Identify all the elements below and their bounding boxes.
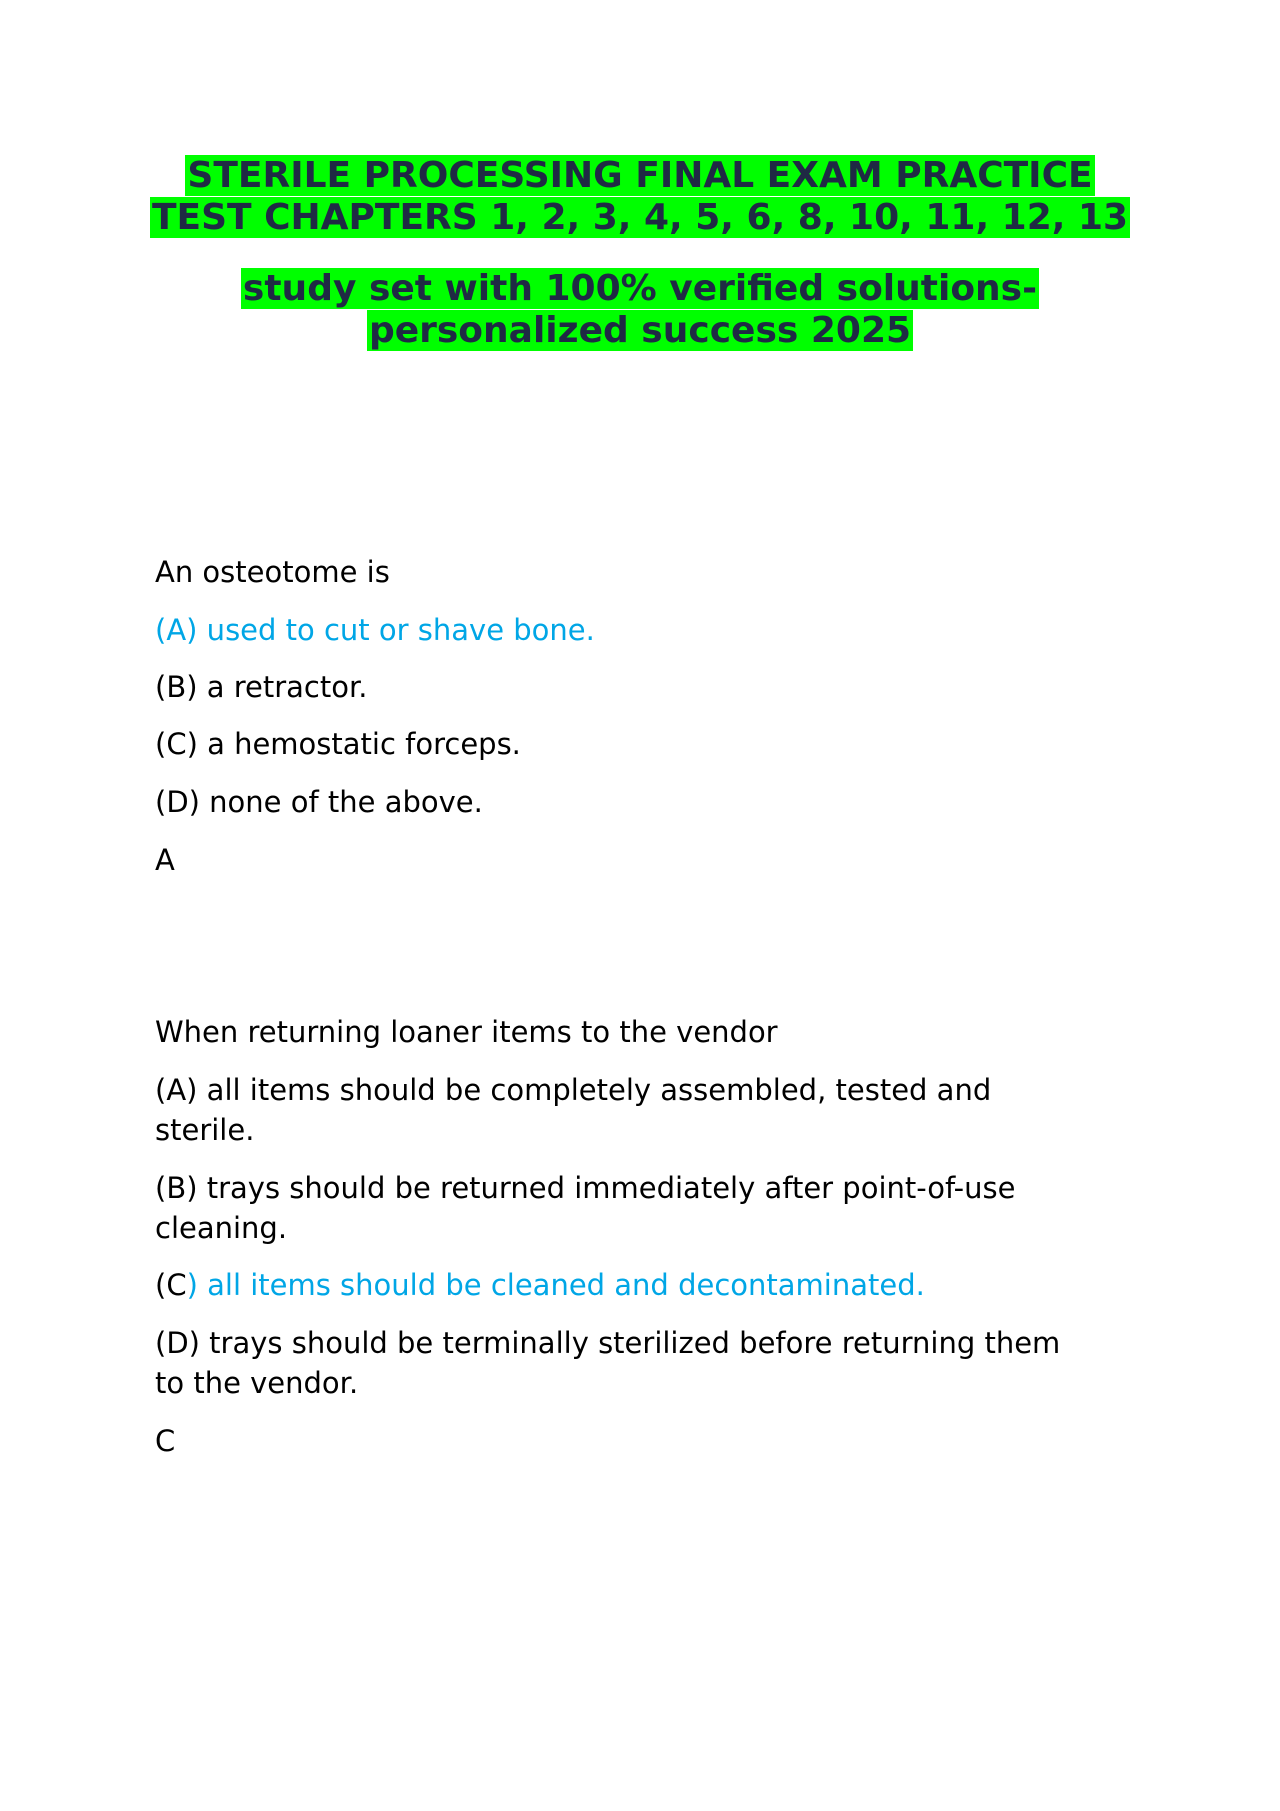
question-2-option-d-line-1: (D) trays should be terminally sterilized before returning them bbox=[155, 1326, 1061, 1360]
subtitle-line-2: personalized success 2025 bbox=[368, 310, 912, 351]
question-2-answer: C bbox=[155, 1424, 176, 1458]
title-line-1: STERILE PROCESSING FINAL EXAM PRACTICE bbox=[187, 155, 1093, 196]
question-2-option-b-line-2: cleaning. bbox=[155, 1211, 288, 1245]
document-subtitle bbox=[0, 268, 1280, 352]
question-2-option-c-prefix: (C bbox=[155, 1268, 187, 1302]
document-title bbox=[0, 155, 1280, 239]
question-2-option-c bbox=[155, 1265, 1125, 1305]
question-1-prompt: An osteotome is bbox=[155, 555, 390, 589]
question-2-option-d bbox=[155, 1323, 1125, 1403]
question-2-option-b-line-1: (B) trays should be returned immediately after point-of-use bbox=[155, 1171, 1016, 1205]
question-2-option-a-line-2: sterile. bbox=[155, 1113, 255, 1147]
question-2-option-a-line-1: (A) all items should be completely assembled, tested and bbox=[155, 1073, 992, 1107]
question-1-option-d: (D) none of the above. bbox=[155, 785, 483, 819]
question-1-option-b: (B) a retractor. bbox=[155, 670, 368, 704]
question-2-option-d-line-2: to the vendor. bbox=[155, 1366, 359, 1400]
question-2-option-b bbox=[155, 1168, 1125, 1248]
question-2-option-a bbox=[155, 1070, 1125, 1150]
question-2-prompt: When returning loaner items to the vendor bbox=[155, 1015, 778, 1049]
question-1-option-c: (C) a hemostatic forceps. bbox=[155, 727, 521, 761]
question-1-answer: A bbox=[155, 843, 175, 877]
title-line-2: TEST CHAPTERS 1, 2, 3, 4, 5, 6, 8, 10, 11, 12, 13 bbox=[151, 197, 1129, 238]
question-1-option-a: (A) used to cut or shave bone. bbox=[155, 613, 595, 647]
subtitle-line-1: study set with 100% verified solutions- bbox=[242, 268, 1038, 309]
question-2-option-c-text: ) all items should be cleaned and decontaminated. bbox=[186, 1268, 925, 1302]
